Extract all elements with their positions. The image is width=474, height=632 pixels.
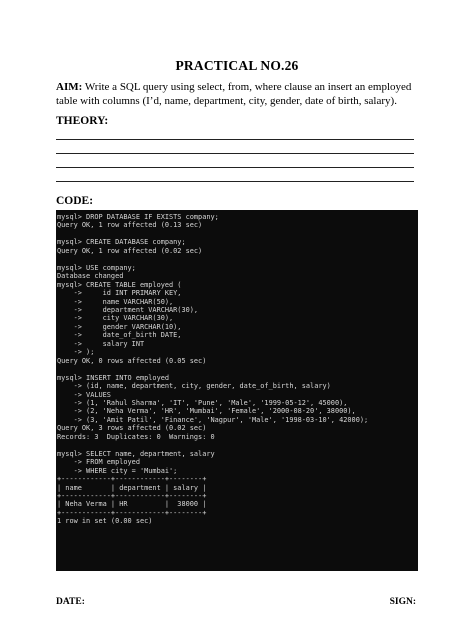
terminal-line: mysql> INSERT INTO employed bbox=[57, 373, 170, 382]
terminal-line: +------------+------------+--------+ bbox=[57, 491, 207, 500]
terminal-line: mysql> CREATE TABLE employed ( bbox=[57, 280, 182, 289]
theory-blank-line bbox=[56, 139, 414, 140]
terminal-line: -> gender VARCHAR(10), bbox=[57, 322, 182, 331]
terminal-output bbox=[56, 210, 418, 526]
theory-blank-line bbox=[56, 167, 414, 168]
terminal-line: -> name VARCHAR(50), bbox=[57, 297, 174, 306]
terminal-line: -> (id, name, department, city, gender, date_of_birth, salary) bbox=[57, 382, 331, 391]
terminal-line: +------------+------------+--------+ bbox=[57, 508, 207, 517]
page-title: PRACTICAL NO.26 bbox=[175, 58, 299, 73]
theory-blank-line bbox=[56, 153, 414, 154]
terminal-line: Query OK, 1 row affected (0.13 sec) bbox=[57, 221, 203, 230]
terminal-line: +------------+------------+--------+ bbox=[57, 475, 207, 484]
aim-paragraph bbox=[56, 80, 422, 108]
aim-text: Write a SQL query using select, from, where clause an insert an employed table with columns (I’d, name, department, city, gender, date of birth, salary). bbox=[56, 81, 412, 107]
terminal-line: -> (2, 'Neha Verma', 'HR', 'Mumbai', 'Female', '2000-08-20', 38000), bbox=[57, 407, 356, 416]
terminal-line: -> department VARCHAR(30), bbox=[57, 305, 199, 314]
terminal-line: mysql> CREATE DATABASE company; bbox=[57, 238, 186, 247]
aim-label: AIM: bbox=[56, 81, 83, 93]
sign-label: SIGN: bbox=[389, 597, 416, 607]
terminal-line: Query OK, 3 rows affected (0.02 sec) bbox=[57, 424, 207, 433]
date-label: DATE: bbox=[56, 597, 85, 607]
terminal-line: -> date_of_birth DATE, bbox=[57, 331, 182, 340]
terminal-line: Records: 3 Duplicates: 0 Warnings: 0 bbox=[57, 432, 215, 441]
theory-blank-line bbox=[56, 181, 414, 182]
terminal-line: mysql> USE company; bbox=[57, 263, 136, 272]
terminal-line: -> VALUES bbox=[57, 390, 111, 399]
terminal-line: Query OK, 1 row affected (0.02 sec) bbox=[57, 246, 203, 255]
terminal-line: | name | department | salary | bbox=[57, 483, 207, 492]
terminal-line: 1 row in set (0.00 sec) bbox=[57, 517, 153, 526]
terminal-line: -> (1, 'Rahul Sharma', 'IT', 'Pune', 'Male', '1999-05-12', 45000), bbox=[57, 398, 348, 407]
terminal-line: -> FROM employed bbox=[57, 458, 140, 467]
terminal-screenshot bbox=[56, 210, 418, 571]
theory-heading: THEORY: bbox=[56, 115, 109, 127]
terminal-line: | Neha Verma | HR | 38000 | bbox=[57, 500, 207, 509]
terminal-line: -> id INT PRIMARY KEY, bbox=[57, 289, 182, 298]
code-heading: CODE: bbox=[56, 195, 94, 207]
terminal-line: -> salary INT bbox=[57, 339, 145, 348]
terminal-line: Database changed bbox=[57, 272, 124, 281]
terminal-line: mysql> DROP DATABASE IF EXISTS company; bbox=[57, 213, 219, 221]
terminal-line: -> WHERE city = 'Mumbai'; bbox=[57, 466, 178, 475]
terminal-line: -> ); bbox=[57, 348, 95, 357]
terminal-line: Query OK, 0 rows affected (0.05 sec) bbox=[57, 356, 207, 365]
terminal-line: -> city VARCHAR(30), bbox=[57, 314, 174, 323]
terminal-line: mysql> SELECT name, department, salary bbox=[57, 449, 215, 458]
terminal-line: -> (3, 'Amit Patil', 'Finance', 'Nagpur', 'Male', '1998-03-10', 42000); bbox=[57, 415, 369, 424]
